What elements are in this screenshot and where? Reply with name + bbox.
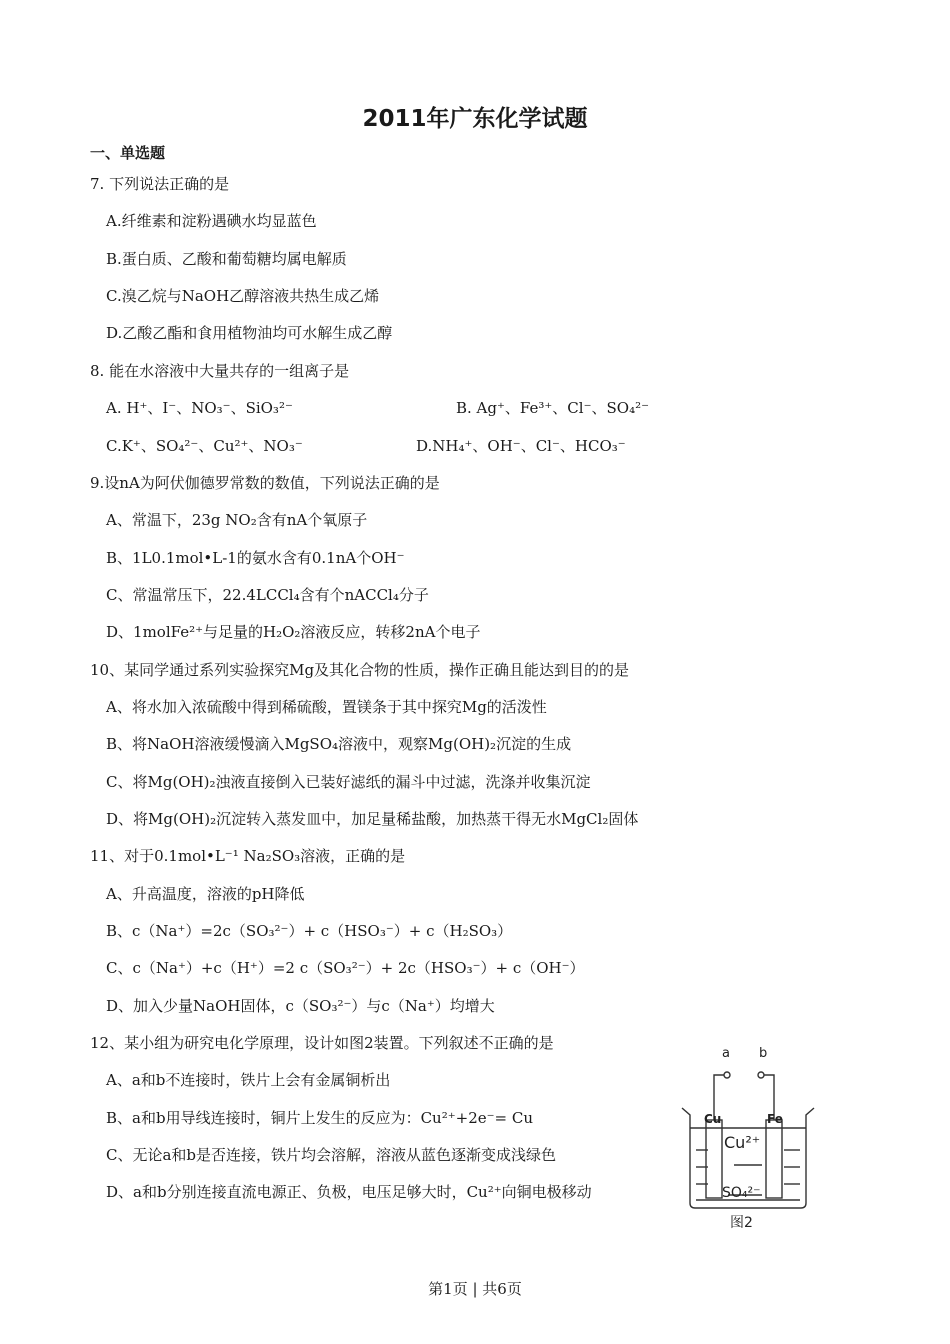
question-12-stem: 12、某小组为研究电化学原理，设计如图2装置。下列叙述不正确的是	[90, 1034, 554, 1052]
question-9-option-d: D、1molFe²⁺与足量的H₂O₂溶液反应，转移2nA个电子	[106, 623, 481, 641]
label-cu: Cu	[704, 1112, 722, 1126]
question-7-stem: 7. 下列说法正确的是	[90, 175, 230, 193]
question-9-stem: 9.设nA为阿伏伽德罗常数的数值，下列说法正确的是	[90, 474, 440, 492]
question-7-option-c: C.溴乙烷与NaOH乙醇溶液共热生成乙烯	[106, 287, 380, 305]
question-8-option-a: A. H⁺、I⁻、NO₃⁻、SiO₃²⁻	[106, 399, 293, 417]
question-9-option-a: A、常温下，23g NO₂含有nA个氧原子	[106, 511, 368, 529]
question-10-option-b: B、将NaOH溶液缓慢滴入MgSO₄溶液中，观察Mg(OH)₂沉淀的生成	[106, 735, 572, 753]
question-10-option-c: C、将Mg(OH)₂浊液直接倒入已装好滤纸的漏斗中过滤，洗涤并收集沉淀	[106, 773, 591, 791]
question-11-option-d: D、加入少量NaOH固体，c（SO₃²⁻）与c（Na⁺）均增大	[106, 997, 495, 1015]
terminal-b	[758, 1072, 764, 1078]
question-10-option-a: A、将水加入浓硫酸中得到稀硫酸，置镁条于其中探究Mg的活泼性	[106, 698, 547, 716]
question-12-option-c: C、无论a和b是否连接，铁片均会溶解，溶液从蓝色逐渐变成浅绿色	[106, 1146, 557, 1164]
label-b: b	[759, 1046, 768, 1061]
label-fe: Fe	[767, 1112, 783, 1126]
figure-caption: 图2	[730, 1215, 753, 1231]
question-11-option-b: B、c（Na⁺）=2c（SO₃²⁻）+ c（HSO₃⁻）+ c（H₂SO₃）	[106, 922, 513, 940]
question-9-option-c: C、常温常压下，22.4LCCl₄含有个nACCl₄分子	[106, 586, 429, 604]
question-7-option-d: D.乙酸乙酯和食用植物油均可水解生成乙醇	[106, 324, 393, 342]
question-8-option-b: B. Ag⁺、Fe³⁺、Cl⁻、SO₄²⁻	[456, 399, 650, 417]
question-11-option-a: A、升高温度，溶液的pH降低	[106, 885, 305, 903]
question-11-stem: 11、对于0.1mol•L⁻¹ Na₂SO₃溶液，正确的是	[90, 847, 406, 865]
question-12-option-d: D、a和b分别连接直流电源正、负极，电压足够大时，Cu²⁺向铜电极移动	[106, 1183, 592, 1201]
label-a: a	[722, 1046, 730, 1061]
copper-electrode	[706, 1120, 722, 1198]
terminal-a	[724, 1072, 730, 1078]
label-sulfate-ion: SO₄²⁻	[722, 1185, 761, 1201]
question-12-option-a: A、a和b不连接时，铁片上会有金属铜析出	[106, 1071, 391, 1089]
question-9-option-b: B、1L0.1mol•L-1的氨水含有0.1nA个OH⁻	[106, 549, 405, 567]
question-10-option-d: D、将Mg(OH)₂沉淀转入蒸发皿中，加足量稀盐酸，加热蒸干得无水MgCl₂固体	[106, 810, 639, 828]
figure-electrochemical-cell	[678, 1045, 818, 1235]
iron-electrode	[766, 1120, 782, 1198]
question-10-stem: 10、某同学通过系列实验探究Mg及其化合物的性质，操作正确且能达到目的的是	[90, 661, 630, 679]
question-8-stem: 8. 能在水溶液中大量共存的一组离子是	[90, 362, 350, 380]
page-title: 2011年广东化学试题	[362, 106, 588, 132]
question-8-option-d: D.NH₄⁺、OH⁻、Cl⁻、HCO₃⁻	[416, 437, 626, 455]
question-11-option-c: C、c（Na⁺）+c（H⁺）=2 c（SO₃²⁻）+ 2c（HSO₃⁻）+ c（OH⁻）	[106, 959, 585, 977]
section-heading: 一、单选题	[90, 144, 166, 162]
label-cu-ion: Cu²⁺	[724, 1133, 761, 1152]
question-7-option-a: A.纤维素和淀粉遇碘水均显蓝色	[106, 212, 317, 230]
question-12-option-b: B、a和b用导线连接时，铜片上发生的反应为：Cu²⁺+2e⁻= Cu	[106, 1109, 534, 1127]
page-footer: 第1页 | 共6页	[428, 1280, 522, 1298]
question-8-option-c: C.K⁺、SO₄²⁻、Cu²⁺、NO₃⁻	[106, 437, 303, 455]
question-7-option-b: B.蛋白质、乙酸和葡萄糖均属电解质	[106, 250, 347, 268]
